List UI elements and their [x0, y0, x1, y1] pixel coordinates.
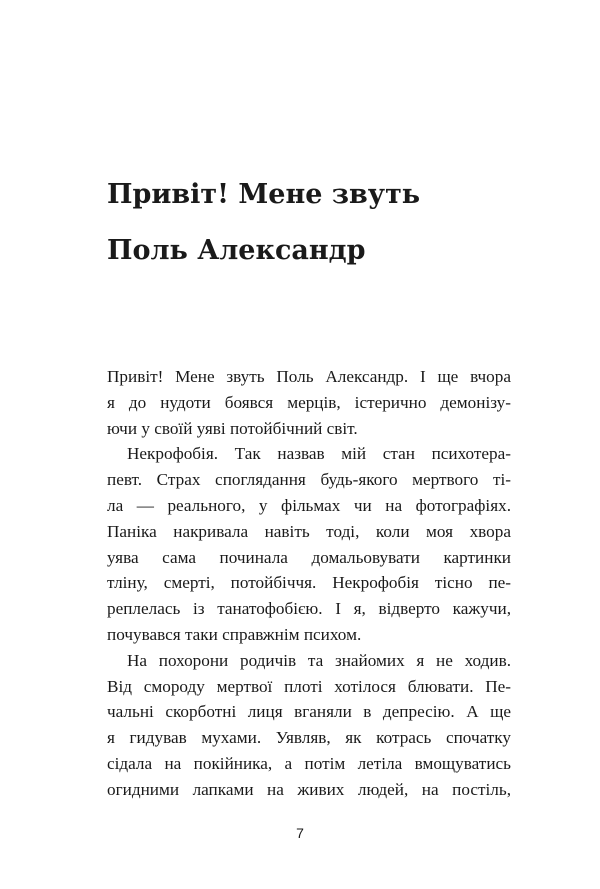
text-line: огидними лапками на живих людей, на постіль, [107, 779, 511, 799]
text-line: чальні скорботні лиця вганяли в депресію. А ще [107, 702, 511, 722]
text-line: почувався таки справжнім психом. [107, 624, 362, 644]
text-line: Від смороду мертвої плоті хотілося блювати. Пе- [107, 676, 511, 696]
text-line: ла — реального, у фільмах чи на фотографіях. [107, 495, 511, 515]
text-line: уява сама починала домальовувати картинки [107, 547, 511, 567]
text-line: На похорони родичів та знайомих я не ходив. [127, 650, 511, 670]
text-line: Некрофобія. Так назвав мій стан психотера- [127, 444, 511, 464]
chapter-title-line: Поль Александр [107, 235, 366, 266]
text-line: Паніка накривала навіть тоді, коли моя хвора [107, 521, 511, 541]
text-line: певт. Страх споглядання будь-якого мертвого ті- [107, 470, 511, 490]
text-line: сідала на покійника, а потім летіла вмощуватись [107, 753, 511, 773]
text-line: я до нудоти боявся мерців, істерично демонізу- [107, 392, 511, 412]
page-number: 7 [296, 825, 304, 841]
chapter-title-line: Привіт! Мене звуть [107, 179, 421, 210]
chapter-title [107, 167, 527, 279]
text-line: ючи у своїй уяві потойбічний світ. [107, 418, 358, 438]
text-line: я гидував мухами. Уявляв, як котрась спочатку [107, 728, 511, 748]
text-line: реплелась із танатофобією. І я, відверто кажучи, [107, 599, 511, 619]
body-text [107, 364, 511, 803]
text-line: тліну, смерті, потойбіччя. Некрофобія тісно пе- [107, 573, 511, 593]
text-line: Привіт! Мене звуть Поль Александр. І ще вчора [107, 367, 511, 386]
